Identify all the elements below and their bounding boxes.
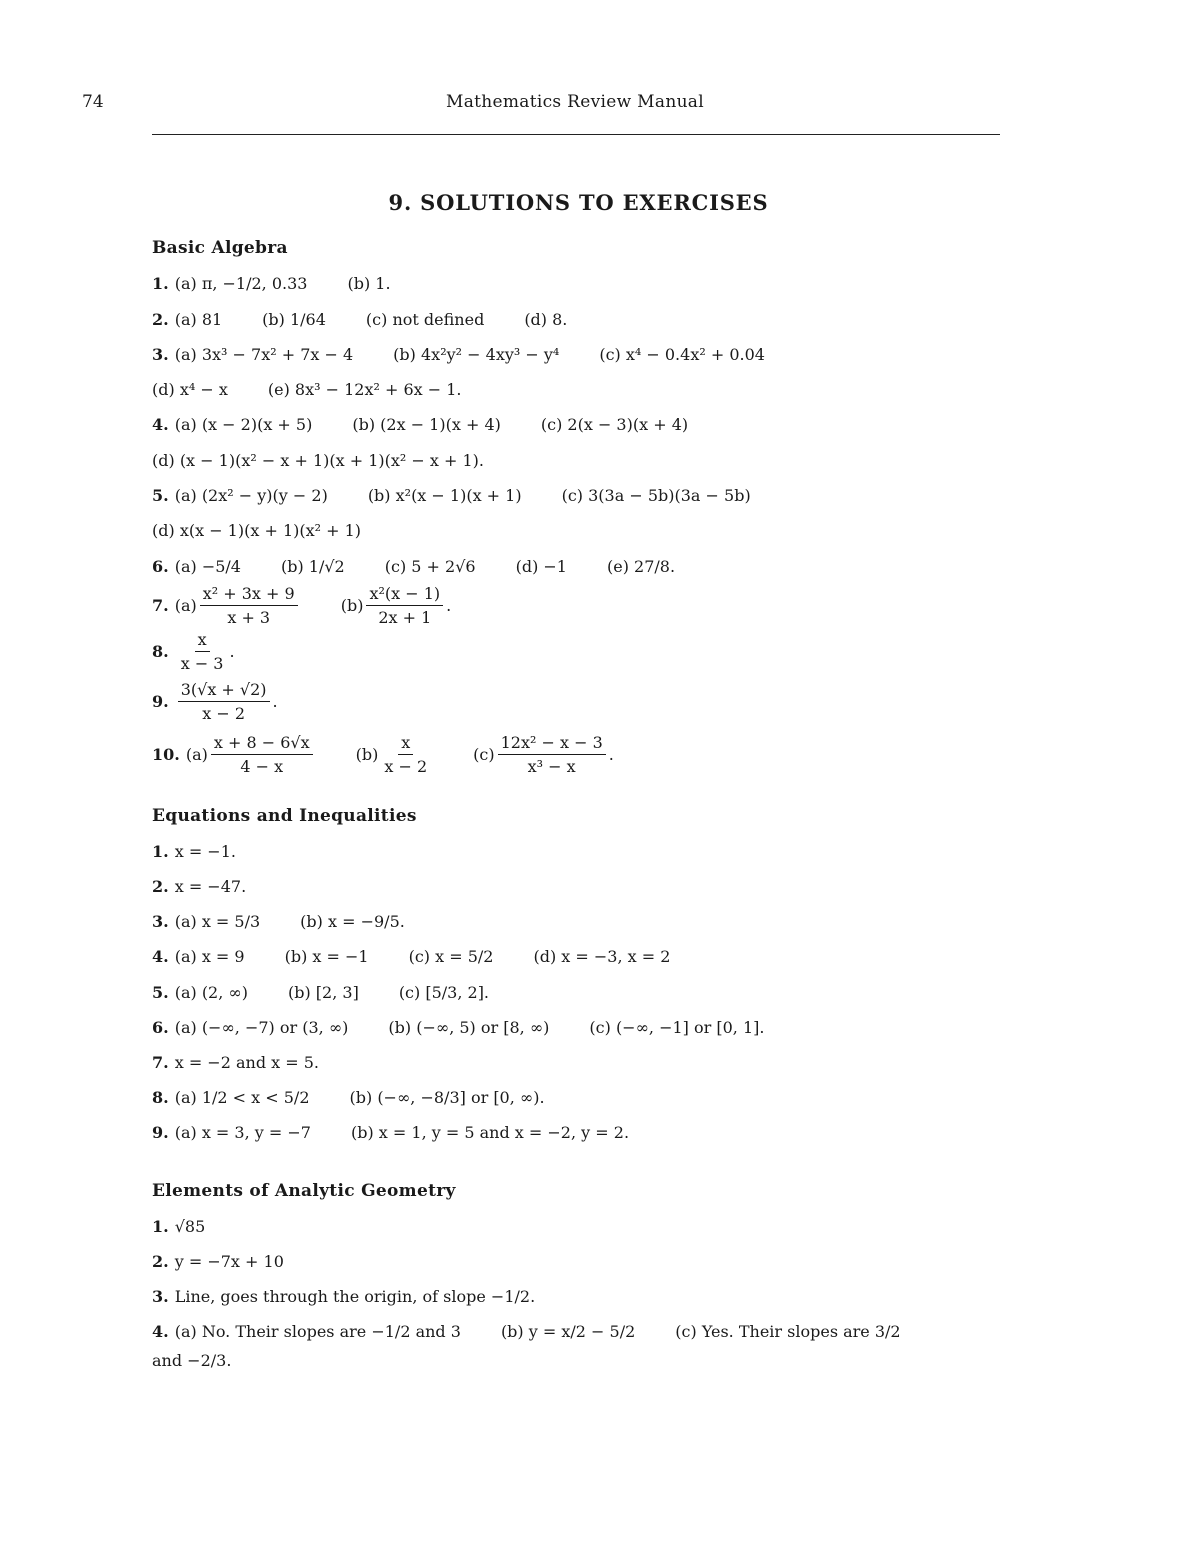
fraction: $\frac{x}{x - 2}$ bbox=[384, 733, 428, 776]
answer-line: 3. (a) x = 5/3 (b) x = −9/5. bbox=[152, 912, 405, 931]
answer-line: 5. (a) (2, ∞) (b) [2, 3] (c) [5/3, 2]. bbox=[152, 983, 490, 1002]
section-heading-basic-algebra: Basic Algebra bbox=[152, 238, 288, 258]
answer-line: (d) (x − 1)(x² − x + 1)(x + 1)(x² − x + 1). bbox=[152, 451, 484, 470]
answer-line: 9. $\frac{3(√x + √2)}{x - 2}$ . bbox=[152, 680, 278, 723]
answer-line: 2. (a) 81 (b) 1/64 (c) not defined (d) 8. bbox=[152, 310, 568, 329]
answer-line: 2. y = −7x + 10 bbox=[152, 1252, 284, 1271]
answer-line: 6. (a) (−∞, −7) or (3, ∞) (b) (−∞, 5) or [8, ∞) (c) (−∞, −1] or [0, 1]. bbox=[152, 1018, 765, 1037]
section-heading-geometry: Elements of Analytic Geometry bbox=[152, 1181, 456, 1201]
answer-line: 4. (a) (x − 2)(x + 5) (b) (2x − 1)(x + 4) (c) 2(x − 3)(x + 4) bbox=[152, 415, 689, 434]
fraction: $\frac{\text{x² + 3x + 9}}{x + 3}$ bbox=[200, 584, 298, 627]
answer-line: 8. $\frac{x}{x - 3}$ . bbox=[152, 630, 235, 673]
answer-line: 2. x = −47. bbox=[152, 877, 247, 896]
fraction: $\frac{x + 8 - 6√x}{4 - x}$ bbox=[211, 733, 313, 776]
answer-line: 1. (a) π, −1/2, 0.33 (b) 1. bbox=[152, 274, 391, 293]
answer-line: (d) x⁴ − x (e) 8x³ − 12x² + 6x − 1. bbox=[152, 380, 462, 399]
page-number: 74 bbox=[82, 92, 104, 112]
answer-line: 4. (a) x = 9 (b) x = −1 (c) x = 5/2 (d) x = −3, x = 2 bbox=[152, 947, 671, 966]
chapter-title: 9. SOLUTIONS TO EXERCISES bbox=[388, 190, 769, 215]
answer-line: 4. (a) No. Their slopes are −1/2 and 3 (b) y = x/2 − 5/2 (c) Yes. Their slopes are 3/2 bbox=[152, 1322, 901, 1341]
fraction: $\frac{x}{x - 3}$ bbox=[180, 630, 224, 673]
answer-line: 10. (a) $\frac{x + 8 - 6√x}{4 - x}$ (b) $\frac{x}{x - 2}$ (c) $\frac{\text{12x² − x − 3}}{\text{x³ − x}}$ . bbox=[152, 733, 614, 776]
header-rule bbox=[152, 134, 1000, 135]
section-heading-equations: Equations and Inequalities bbox=[152, 806, 417, 826]
fraction: $\frac{\text{12x² − x − 3}}{\text{x³ − x}}$ bbox=[498, 733, 606, 776]
answer-line: 7. x = −2 and x = 5. bbox=[152, 1053, 320, 1072]
answer-line: and −2/3. bbox=[152, 1351, 232, 1370]
answer-line: (d) x(x − 1)(x + 1)(x² + 1) bbox=[152, 521, 362, 540]
answer-line: 3. Line, goes through the origin, of slope −1/2. bbox=[152, 1287, 536, 1306]
fraction: $\frac{\text{x²(x − 1)}}{2x + 1}$ bbox=[366, 584, 443, 627]
running-title: Mathematics Review Manual bbox=[446, 92, 704, 112]
answer-line: 7. (a) $\frac{\text{x² + 3x + 9}}{x + 3}$ (b) $\frac{\text{x²(x − 1)}}{2x + 1}$ . bbox=[152, 584, 452, 627]
answer-line: 3. (a) 3x³ − 7x² + 7x − 4 (b) 4x²y² − 4xy³ − y⁴ (c) x⁴ − 0.4x² + 0.04 bbox=[152, 345, 765, 364]
answer-line: 9. (a) x = 3, y = −7 (b) x = 1, y = 5 and x = −2, y = 2. bbox=[152, 1123, 630, 1142]
answer-line: 5. (a) (2x² − y)(y − 2) (b) x²(x − 1)(x + 1) (c) 3(3a − 5b)(3a − 5b) bbox=[152, 486, 751, 505]
answer-line: 6. (a) −5/4 (b) 1/√2 (c) 5 + 2√6 (d) −1 (e) 27/8. bbox=[152, 557, 676, 576]
fraction: $\frac{3(√x + √2)}{x - 2}$ bbox=[178, 680, 270, 723]
answer-line: 1. √85 bbox=[152, 1217, 206, 1236]
answer-line: 8. (a) 1/2 < x < 5/2 (b) (−∞, −8/3] or [0, ∞). bbox=[152, 1088, 545, 1107]
answer-line: 1. x = −1. bbox=[152, 842, 236, 861]
